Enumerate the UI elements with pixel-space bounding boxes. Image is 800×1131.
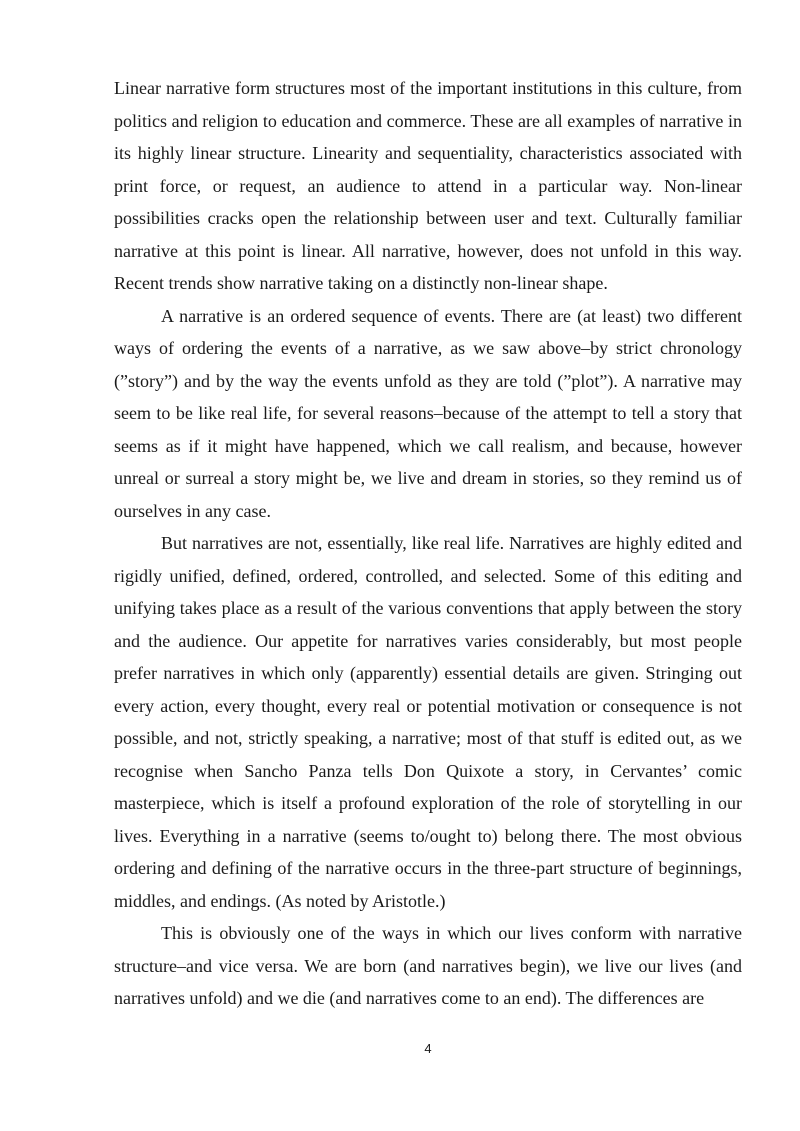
paragraph-2: A narrative is an ordered sequence of events. There are (at least) two different ways of ordering the events of a narrative, as we saw above–by strict chronology (”story”) and by the way the events unfold as they are told (”plot”). A narrative may seem to be like real life, for several reasons–because of the attempt to tell a story that seems as if it might have happened, which we call realism, and because, however unreal or surreal a story might be, we live and dream in stories, so they remind us of ourselves in any case. — [114, 305, 742, 521]
paragraph-3: But narratives are not, essentially, like real life. Narratives are highly edited and rigidly unified, defined, ordered, controlled, and selected. Some of this editing and unifying takes place as a result of the various conventions that apply between the story and the audience. Our appetite for narratives varies considerably, but most people prefer narratives in which only (apparently) essential details are given. Stringing out every action, every thought, every real or potential motivation or consequence is not possible, and not, strictly speaking, a narrative; most of that stuff is edited out, as we recognise when Sancho Panza tells Don Quixote a story, in Cervantes’ comic masterpiece, which is itself a profound exploration of the role of storytelling in our lives. Everything in a narrative (seems to/ought to) belong there. The most obvious ordering and defining of the narrative occurs in the three-part structure of beginnings, middles, and endings. (As noted by Aristotle.) — [114, 533, 742, 911]
paragraph-1: Linear narrative form structures most of the important institutions in this culture, from politics and religion to education and commerce. These are all examples of narrative in its highly linear structure. Linearity and sequentiality, characteristics associated with print force, or request, an audience to attend in a particular way. Non-linear possibilities cracks open the relationship between user and text. Culturally familiar narrative at this point is linear. All narrative, however, does not unfold in this way. Recent trends show narrative taking on a distinctly non-linear shape. — [114, 78, 742, 293]
paragraph-4: This is obviously one of the ways in which our lives conform with narrative structure–and vice versa. We are born (and narratives begin), we live our lives (and narratives unfold) and we die (and narratives come to an end). The differences are — [114, 923, 742, 1008]
page-number: 4 — [424, 1041, 432, 1056]
body-text — [114, 72, 742, 1015]
